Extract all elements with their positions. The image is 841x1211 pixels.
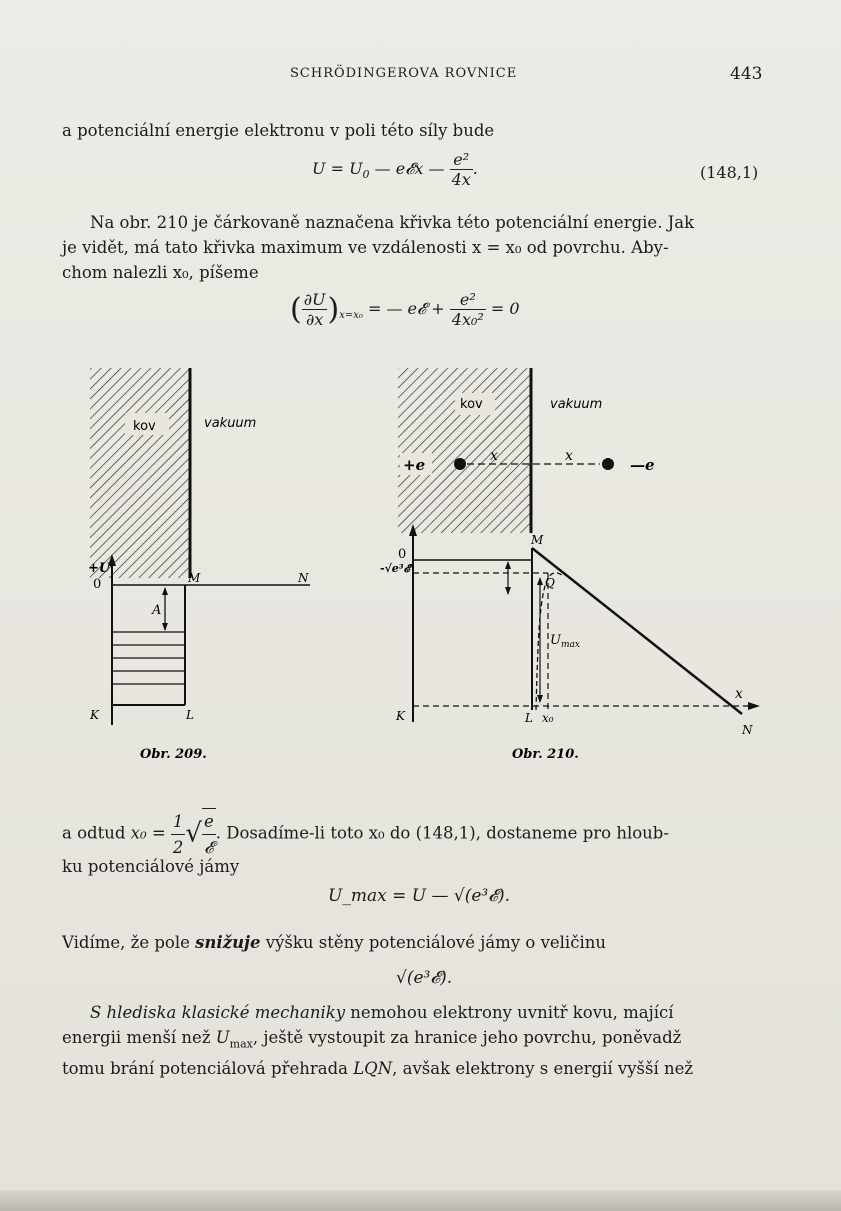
equation-derivative: ( $\frac{\partial U}{\partial x}$ )$_{x=x_0}$ = — e𝓔 + $\frac{\text{e²}}{\text{4x₀²}}$ = 0: [290, 290, 520, 329]
fig209-label-a: A: [152, 603, 162, 618]
para4-line-1: S hlediska klasické mechaniky nemohou elektrony uvnitř kovu, mající: [90, 1003, 674, 1022]
equation-umax: U_max = U — √(e³𝓔).: [328, 886, 510, 906]
fig209-label-n: N: [298, 571, 309, 585]
fig209-caption: Obr. 209.: [140, 747, 207, 762]
equation-148-1: [312, 150, 478, 189]
para1-line-2: je vidět, má tato křivka maximum ve vzdálenosti x = x₀ od povrchu. Aby-: [62, 238, 669, 257]
para2-line-2: ku potenciálové jámy: [62, 857, 240, 876]
fig209-label-vakuum: vakuum: [204, 416, 257, 431]
fig210-label-n: N: [742, 723, 753, 737]
paragraph-4: [62, 1000, 764, 1081]
figures-svg: [0, 350, 841, 770]
para2-b: . Dosadíme-li toto x₀ do (148,1), dostaneme pro hloub-: [215, 823, 669, 843]
fig209-label-kov: kov: [133, 419, 156, 434]
fig210-label-q: Q: [545, 576, 555, 590]
para2-x0: x₀ =: [130, 823, 171, 843]
eq1-tail: .: [472, 159, 478, 178]
fig210-image-charge: [454, 458, 466, 470]
emphasis-snizuje: snižuje: [195, 933, 261, 952]
para2-a: a odtud: [62, 823, 131, 843]
fig210-label-sqrt: -√e³𝓔: [380, 562, 410, 575]
fig210-label-plus-e: +e: [403, 456, 426, 474]
page-bottom-edge: [0, 1190, 841, 1211]
para1-line-3: chom nalezli x₀, píšeme: [62, 263, 259, 282]
page-number: 443: [730, 64, 763, 84]
eq2-num: ∂U: [303, 290, 326, 309]
fig210-label-x-axis: x: [735, 686, 743, 702]
fig210-label-m: M: [531, 533, 544, 547]
equation-sqrt: √(e³𝓔).: [396, 968, 453, 988]
fig210-label-l: L: [525, 711, 533, 725]
fig210-label-zero: 0: [398, 547, 407, 562]
fig209-energy-levels: [112, 632, 185, 684]
eq1-num: e²: [450, 150, 473, 170]
eq2-fden: 4x₀²: [451, 310, 484, 329]
paragraph-3: Vidíme, že pole snižuje výšku stěny potenciálové jámy o veličinu: [62, 933, 606, 952]
fig209-label-k: K: [90, 708, 99, 722]
para1-line-1: Na obr. 210 je čárkovaně naznačena křivka této potenciální energie. Jak: [90, 213, 695, 232]
eq2-fnum: e²: [450, 290, 486, 310]
eq2-tail: = 0: [490, 299, 520, 318]
fig209-label-l: L: [186, 708, 194, 722]
paragraph-1: [62, 210, 764, 285]
paragraph-2: a odtud x₀ = $\frac{1}{2}$ √ $\frac{e}{\text{𝓔}}$ . Dosadíme-li toto x₀ do (148,1), dostaneme pro hloub-: [62, 808, 764, 860]
eq1-mid: — e𝓔x —: [369, 159, 450, 178]
fig209-label-plus-u: +U: [88, 561, 111, 576]
figure-209: [88, 368, 310, 762]
fig210-label-vakuum: vakuum: [550, 397, 603, 412]
fig209-label-m: M: [188, 571, 201, 585]
equation-number: (148,1): [700, 163, 759, 182]
fig210-label-k: K: [396, 709, 405, 723]
fig210-label-umax: $U_{max}$: [550, 633, 580, 650]
fig210-field-line: [532, 548, 742, 714]
eq1-lhs: U = U: [312, 159, 363, 178]
para4-line-2: energii menší než $U_{max}$, ještě vystoupit za hranice jeho povrchu, poněvadž: [62, 1028, 682, 1051]
fig210-label-x0: x₀: [542, 711, 554, 725]
eq2-mid: = — e𝓔 +: [367, 299, 445, 318]
fig210-metal-block: [398, 368, 531, 533]
para4-line-3: tomu brání potenciálová přehrada LQN, avšak elektrony s energií vyšší než: [62, 1059, 694, 1079]
intro-line: a potenciální energie elektronu v poli této síly bude: [62, 121, 495, 140]
fig210-electron: [602, 458, 614, 470]
fig210-label-x1: x: [490, 448, 498, 464]
eq2-sub: x=x₀: [339, 310, 363, 322]
fig210-label-minus-e: —e: [630, 456, 655, 474]
figure-210: [380, 368, 760, 762]
fig210-caption: Obr. 210.: [512, 747, 579, 762]
fig209-metal-block: [90, 368, 190, 578]
eq1-den: 4x: [451, 170, 471, 189]
fig209-label-zero: 0: [93, 577, 102, 592]
eq1-sub: 0: [362, 168, 370, 182]
fig210-label-kov: kov: [460, 397, 483, 412]
running-head: SCHRÖDINGEROVA ROVNICE: [290, 66, 518, 81]
fig210-label-x2: x: [565, 448, 573, 464]
eq2-den: ∂x: [305, 310, 324, 329]
